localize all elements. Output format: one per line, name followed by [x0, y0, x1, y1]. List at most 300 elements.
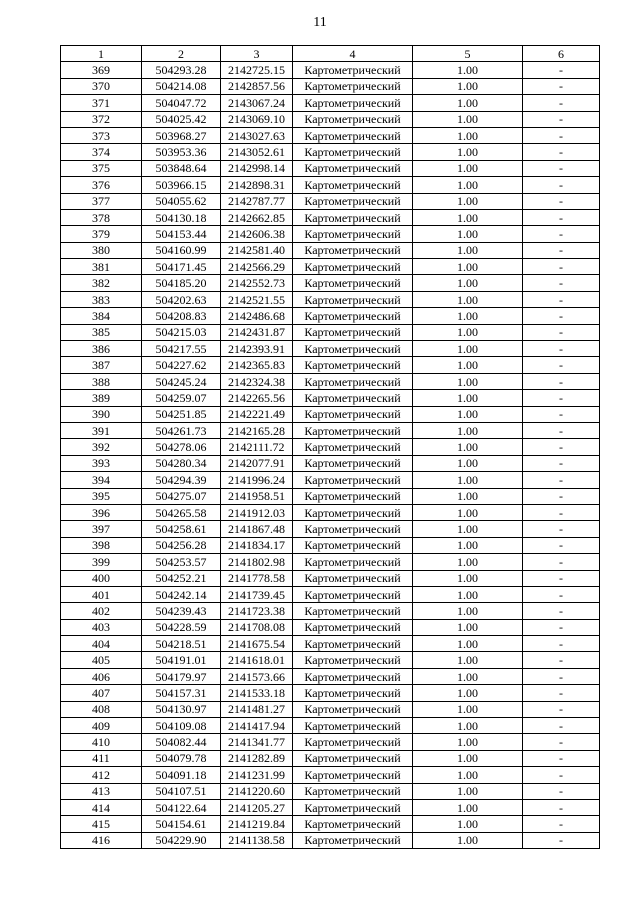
method-cell: Картометрический: [293, 603, 413, 619]
note-cell: -: [523, 750, 600, 766]
coordinates-table: [60, 45, 600, 849]
accuracy-cell: 1.00: [413, 652, 523, 668]
x-coordinate-cell: 504082.44: [142, 734, 221, 750]
method-cell: Картометрический: [293, 472, 413, 488]
table-header-row: [61, 46, 600, 62]
accuracy-cell: 1.00: [413, 62, 523, 78]
note-cell: -: [523, 127, 600, 143]
x-coordinate-cell: 504079.78: [142, 750, 221, 766]
method-cell: Картометрический: [293, 783, 413, 799]
method-cell: Картометрический: [293, 570, 413, 586]
x-coordinate-cell: 504160.99: [142, 242, 221, 258]
point-number-cell: 372: [61, 111, 142, 127]
table-row: [61, 718, 600, 734]
point-number-cell: 408: [61, 701, 142, 717]
table-row: [61, 570, 600, 586]
method-cell: Картометрический: [293, 799, 413, 815]
accuracy-cell: 1.00: [413, 832, 523, 848]
y-coordinate-cell: 2141958.51: [221, 488, 293, 504]
note-cell: -: [523, 308, 600, 324]
point-number-cell: 396: [61, 504, 142, 520]
accuracy-cell: 1.00: [413, 554, 523, 570]
x-coordinate-cell: 504191.01: [142, 652, 221, 668]
note-cell: -: [523, 603, 600, 619]
point-number-cell: 376: [61, 177, 142, 193]
note-cell: -: [523, 177, 600, 193]
method-cell: Картометрический: [293, 193, 413, 209]
point-number-cell: 415: [61, 816, 142, 832]
note-cell: -: [523, 62, 600, 78]
y-coordinate-cell: 2141912.03: [221, 504, 293, 520]
note-cell: -: [523, 455, 600, 471]
method-cell: Картометрический: [293, 554, 413, 570]
table-row: [61, 472, 600, 488]
method-cell: Картометрический: [293, 504, 413, 520]
column-header: 1: [61, 46, 142, 62]
x-coordinate-cell: 504153.44: [142, 226, 221, 242]
accuracy-cell: 1.00: [413, 537, 523, 553]
method-cell: Картометрический: [293, 177, 413, 193]
table-row: [61, 160, 600, 176]
note-cell: -: [523, 439, 600, 455]
point-number-cell: 390: [61, 406, 142, 422]
note-cell: -: [523, 537, 600, 553]
x-coordinate-cell: 504109.08: [142, 718, 221, 734]
table-row: [61, 783, 600, 799]
point-number-cell: 383: [61, 291, 142, 307]
y-coordinate-cell: 2142486.68: [221, 308, 293, 324]
point-number-cell: 397: [61, 521, 142, 537]
point-number-cell: 373: [61, 127, 142, 143]
y-coordinate-cell: 2142165.28: [221, 422, 293, 438]
method-cell: Картометрический: [293, 832, 413, 848]
note-cell: -: [523, 259, 600, 275]
point-number-cell: 404: [61, 636, 142, 652]
note-cell: -: [523, 701, 600, 717]
x-coordinate-cell: 504253.57: [142, 554, 221, 570]
table-body: [61, 62, 600, 849]
table-row: [61, 357, 600, 373]
method-cell: Картометрический: [293, 455, 413, 471]
method-cell: Картометрический: [293, 341, 413, 357]
y-coordinate-cell: 2142393.91: [221, 341, 293, 357]
method-cell: Картометрический: [293, 422, 413, 438]
column-header: 4: [293, 46, 413, 62]
table-row: [61, 275, 600, 291]
x-coordinate-cell: 504242.14: [142, 586, 221, 602]
x-coordinate-cell: 504154.61: [142, 816, 221, 832]
x-coordinate-cell: 504107.51: [142, 783, 221, 799]
point-number-cell: 380: [61, 242, 142, 258]
x-coordinate-cell: 504047.72: [142, 95, 221, 111]
x-coordinate-cell: 504055.62: [142, 193, 221, 209]
x-coordinate-cell: 504259.07: [142, 390, 221, 406]
method-cell: Картометрический: [293, 308, 413, 324]
table-row: [61, 406, 600, 422]
y-coordinate-cell: 2142857.56: [221, 78, 293, 94]
accuracy-cell: 1.00: [413, 193, 523, 209]
point-number-cell: 378: [61, 209, 142, 225]
x-coordinate-cell: 504215.03: [142, 324, 221, 340]
y-coordinate-cell: 2142221.49: [221, 406, 293, 422]
accuracy-cell: 1.00: [413, 439, 523, 455]
point-number-cell: 369: [61, 62, 142, 78]
x-coordinate-cell: 504278.06: [142, 439, 221, 455]
method-cell: Картометрический: [293, 734, 413, 750]
point-number-cell: 401: [61, 586, 142, 602]
accuracy-cell: 1.00: [413, 488, 523, 504]
accuracy-cell: 1.00: [413, 209, 523, 225]
x-coordinate-cell: 504171.45: [142, 259, 221, 275]
table-row: [61, 291, 600, 307]
point-number-cell: 412: [61, 767, 142, 783]
point-number-cell: 399: [61, 554, 142, 570]
y-coordinate-cell: 2141573.66: [221, 668, 293, 684]
note-cell: -: [523, 95, 600, 111]
note-cell: -: [523, 652, 600, 668]
method-cell: Картометрический: [293, 127, 413, 143]
note-cell: -: [523, 554, 600, 570]
accuracy-cell: 1.00: [413, 734, 523, 750]
table-row: [61, 455, 600, 471]
x-coordinate-cell: 504218.51: [142, 636, 221, 652]
accuracy-cell: 1.00: [413, 586, 523, 602]
x-coordinate-cell: 504239.43: [142, 603, 221, 619]
point-number-cell: 393: [61, 455, 142, 471]
note-cell: -: [523, 160, 600, 176]
accuracy-cell: 1.00: [413, 291, 523, 307]
y-coordinate-cell: 2141708.08: [221, 619, 293, 635]
point-number-cell: 374: [61, 144, 142, 160]
point-number-cell: 391: [61, 422, 142, 438]
method-cell: Картометрический: [293, 275, 413, 291]
x-coordinate-cell: 504228.59: [142, 619, 221, 635]
method-cell: Картометрический: [293, 62, 413, 78]
table-row: [61, 537, 600, 553]
note-cell: -: [523, 832, 600, 848]
note-cell: -: [523, 718, 600, 734]
y-coordinate-cell: 2142606.38: [221, 226, 293, 242]
accuracy-cell: 1.00: [413, 750, 523, 766]
note-cell: -: [523, 242, 600, 258]
method-cell: Картометрический: [293, 144, 413, 160]
point-number-cell: 377: [61, 193, 142, 209]
point-number-cell: 400: [61, 570, 142, 586]
table-row: [61, 488, 600, 504]
y-coordinate-cell: 2141739.45: [221, 586, 293, 602]
y-coordinate-cell: 2142581.40: [221, 242, 293, 258]
point-number-cell: 410: [61, 734, 142, 750]
point-number-cell: 406: [61, 668, 142, 684]
point-number-cell: 371: [61, 95, 142, 111]
accuracy-cell: 1.00: [413, 177, 523, 193]
method-cell: Картометрический: [293, 816, 413, 832]
y-coordinate-cell: 2142787.77: [221, 193, 293, 209]
accuracy-cell: 1.00: [413, 406, 523, 422]
y-coordinate-cell: 2142365.83: [221, 357, 293, 373]
method-cell: Картометрический: [293, 619, 413, 635]
accuracy-cell: 1.00: [413, 619, 523, 635]
x-coordinate-cell: 503966.15: [142, 177, 221, 193]
accuracy-cell: 1.00: [413, 816, 523, 832]
y-coordinate-cell: 2141282.89: [221, 750, 293, 766]
x-coordinate-cell: 504208.83: [142, 308, 221, 324]
y-coordinate-cell: 2141778.58: [221, 570, 293, 586]
accuracy-cell: 1.00: [413, 275, 523, 291]
table-row: [61, 209, 600, 225]
method-cell: Картометрический: [293, 95, 413, 111]
point-number-cell: 379: [61, 226, 142, 242]
note-cell: -: [523, 816, 600, 832]
table-row: [61, 144, 600, 160]
column-header: 6: [523, 46, 600, 62]
note-cell: -: [523, 357, 600, 373]
method-cell: Картометрический: [293, 291, 413, 307]
table-row: [61, 619, 600, 635]
accuracy-cell: 1.00: [413, 373, 523, 389]
table-row: [61, 127, 600, 143]
y-coordinate-cell: 2141417.94: [221, 718, 293, 734]
note-cell: -: [523, 373, 600, 389]
note-cell: -: [523, 341, 600, 357]
x-coordinate-cell: 504025.42: [142, 111, 221, 127]
point-number-cell: 387: [61, 357, 142, 373]
table-row: [61, 62, 600, 78]
point-number-cell: 386: [61, 341, 142, 357]
note-cell: -: [523, 193, 600, 209]
point-number-cell: 403: [61, 619, 142, 635]
table-row: [61, 422, 600, 438]
table-row: [61, 308, 600, 324]
x-coordinate-cell: 504245.24: [142, 373, 221, 389]
y-coordinate-cell: 2143067.24: [221, 95, 293, 111]
y-coordinate-cell: 2142265.56: [221, 390, 293, 406]
y-coordinate-cell: 2142324.38: [221, 373, 293, 389]
y-coordinate-cell: 2142566.29: [221, 259, 293, 275]
x-coordinate-cell: 504294.39: [142, 472, 221, 488]
accuracy-cell: 1.00: [413, 144, 523, 160]
note-cell: -: [523, 586, 600, 602]
accuracy-cell: 1.00: [413, 783, 523, 799]
y-coordinate-cell: 2142725.15: [221, 62, 293, 78]
x-coordinate-cell: 504258.61: [142, 521, 221, 537]
table-row: [61, 177, 600, 193]
accuracy-cell: 1.00: [413, 668, 523, 684]
accuracy-cell: 1.00: [413, 226, 523, 242]
column-header: 2: [142, 46, 221, 62]
note-cell: -: [523, 209, 600, 225]
table-row: [61, 95, 600, 111]
x-coordinate-cell: 504130.18: [142, 209, 221, 225]
page-number: 11: [313, 15, 327, 30]
note-cell: -: [523, 685, 600, 701]
x-coordinate-cell: 504185.20: [142, 275, 221, 291]
column-header: 5: [413, 46, 523, 62]
method-cell: Картометрический: [293, 324, 413, 340]
table-row: [61, 193, 600, 209]
x-coordinate-cell: 504252.21: [142, 570, 221, 586]
table-row: [61, 816, 600, 832]
table-row: [61, 701, 600, 717]
point-number-cell: 381: [61, 259, 142, 275]
point-number-cell: 402: [61, 603, 142, 619]
accuracy-cell: 1.00: [413, 685, 523, 701]
accuracy-cell: 1.00: [413, 111, 523, 127]
y-coordinate-cell: 2141231.99: [221, 767, 293, 783]
note-cell: -: [523, 144, 600, 160]
accuracy-cell: 1.00: [413, 472, 523, 488]
x-coordinate-cell: 504265.58: [142, 504, 221, 520]
point-number-cell: 409: [61, 718, 142, 734]
y-coordinate-cell: 2141675.54: [221, 636, 293, 652]
x-coordinate-cell: 504179.97: [142, 668, 221, 684]
table-row: [61, 767, 600, 783]
method-cell: Картометрический: [293, 586, 413, 602]
point-number-cell: 411: [61, 750, 142, 766]
method-cell: Картометрический: [293, 439, 413, 455]
x-coordinate-cell: 504227.62: [142, 357, 221, 373]
note-cell: -: [523, 636, 600, 652]
table-row: [61, 603, 600, 619]
accuracy-cell: 1.00: [413, 455, 523, 471]
method-cell: Картометрический: [293, 160, 413, 176]
y-coordinate-cell: 2142521.55: [221, 291, 293, 307]
accuracy-cell: 1.00: [413, 603, 523, 619]
point-number-cell: 384: [61, 308, 142, 324]
accuracy-cell: 1.00: [413, 767, 523, 783]
accuracy-cell: 1.00: [413, 127, 523, 143]
method-cell: Картометрический: [293, 652, 413, 668]
table-row: [61, 504, 600, 520]
note-cell: -: [523, 390, 600, 406]
point-number-cell: 370: [61, 78, 142, 94]
y-coordinate-cell: 2141220.60: [221, 783, 293, 799]
x-coordinate-cell: 504275.07: [142, 488, 221, 504]
table-row: [61, 685, 600, 701]
table-row: [61, 586, 600, 602]
x-coordinate-cell: 504229.90: [142, 832, 221, 848]
point-number-cell: 414: [61, 799, 142, 815]
y-coordinate-cell: 2141996.24: [221, 472, 293, 488]
x-coordinate-cell: 504122.64: [142, 799, 221, 815]
accuracy-cell: 1.00: [413, 422, 523, 438]
x-coordinate-cell: 503848.64: [142, 160, 221, 176]
accuracy-cell: 1.00: [413, 521, 523, 537]
note-cell: -: [523, 488, 600, 504]
y-coordinate-cell: 2142431.87: [221, 324, 293, 340]
method-cell: Картометрический: [293, 488, 413, 504]
note-cell: -: [523, 570, 600, 586]
method-cell: Картометрический: [293, 357, 413, 373]
accuracy-cell: 1.00: [413, 636, 523, 652]
accuracy-cell: 1.00: [413, 78, 523, 94]
table-row: [61, 111, 600, 127]
note-cell: -: [523, 668, 600, 684]
method-cell: Картометрический: [293, 209, 413, 225]
y-coordinate-cell: 2143069.10: [221, 111, 293, 127]
method-cell: Картометрический: [293, 750, 413, 766]
table-row: [61, 799, 600, 815]
method-cell: Картометрический: [293, 521, 413, 537]
point-number-cell: 394: [61, 472, 142, 488]
note-cell: -: [523, 291, 600, 307]
point-number-cell: 413: [61, 783, 142, 799]
point-number-cell: 405: [61, 652, 142, 668]
point-number-cell: 392: [61, 439, 142, 455]
point-number-cell: 375: [61, 160, 142, 176]
note-cell: -: [523, 422, 600, 438]
accuracy-cell: 1.00: [413, 570, 523, 586]
y-coordinate-cell: 2143027.63: [221, 127, 293, 143]
note-cell: -: [523, 406, 600, 422]
y-coordinate-cell: 2141533.18: [221, 685, 293, 701]
y-coordinate-cell: 2142552.73: [221, 275, 293, 291]
note-cell: -: [523, 324, 600, 340]
accuracy-cell: 1.00: [413, 242, 523, 258]
note-cell: -: [523, 504, 600, 520]
y-coordinate-cell: 2141219.84: [221, 816, 293, 832]
point-number-cell: 398: [61, 537, 142, 553]
point-number-cell: 382: [61, 275, 142, 291]
table-row: [61, 226, 600, 242]
table-row: [61, 521, 600, 537]
accuracy-cell: 1.00: [413, 701, 523, 717]
table-row: [61, 652, 600, 668]
note-cell: -: [523, 111, 600, 127]
x-coordinate-cell: 504217.55: [142, 341, 221, 357]
note-cell: -: [523, 734, 600, 750]
table-row: [61, 373, 600, 389]
table-row: [61, 78, 600, 94]
x-coordinate-cell: 504261.73: [142, 422, 221, 438]
y-coordinate-cell: 2142998.14: [221, 160, 293, 176]
y-coordinate-cell: 2142662.85: [221, 209, 293, 225]
accuracy-cell: 1.00: [413, 799, 523, 815]
method-cell: Картометрический: [293, 242, 413, 258]
method-cell: Картометрический: [293, 718, 413, 734]
accuracy-cell: 1.00: [413, 95, 523, 111]
method-cell: Картометрический: [293, 390, 413, 406]
y-coordinate-cell: 2141723.38: [221, 603, 293, 619]
point-number-cell: 395: [61, 488, 142, 504]
y-coordinate-cell: 2141867.48: [221, 521, 293, 537]
y-coordinate-cell: 2141481.27: [221, 701, 293, 717]
table-row: [61, 259, 600, 275]
accuracy-cell: 1.00: [413, 357, 523, 373]
column-header: 3: [221, 46, 293, 62]
accuracy-cell: 1.00: [413, 324, 523, 340]
method-cell: Картометрический: [293, 226, 413, 242]
table-row: [61, 341, 600, 357]
note-cell: -: [523, 799, 600, 815]
y-coordinate-cell: 2141205.27: [221, 799, 293, 815]
y-coordinate-cell: 2142077.91: [221, 455, 293, 471]
method-cell: Картометрический: [293, 668, 413, 684]
table-row: [61, 832, 600, 848]
y-coordinate-cell: 2143052.61: [221, 144, 293, 160]
note-cell: -: [523, 226, 600, 242]
method-cell: Картометрический: [293, 111, 413, 127]
note-cell: -: [523, 472, 600, 488]
method-cell: Картометрический: [293, 767, 413, 783]
note-cell: -: [523, 767, 600, 783]
method-cell: Картометрический: [293, 78, 413, 94]
note-cell: -: [523, 619, 600, 635]
method-cell: Картометрический: [293, 406, 413, 422]
accuracy-cell: 1.00: [413, 718, 523, 734]
y-coordinate-cell: 2141341.77: [221, 734, 293, 750]
table-row: [61, 439, 600, 455]
